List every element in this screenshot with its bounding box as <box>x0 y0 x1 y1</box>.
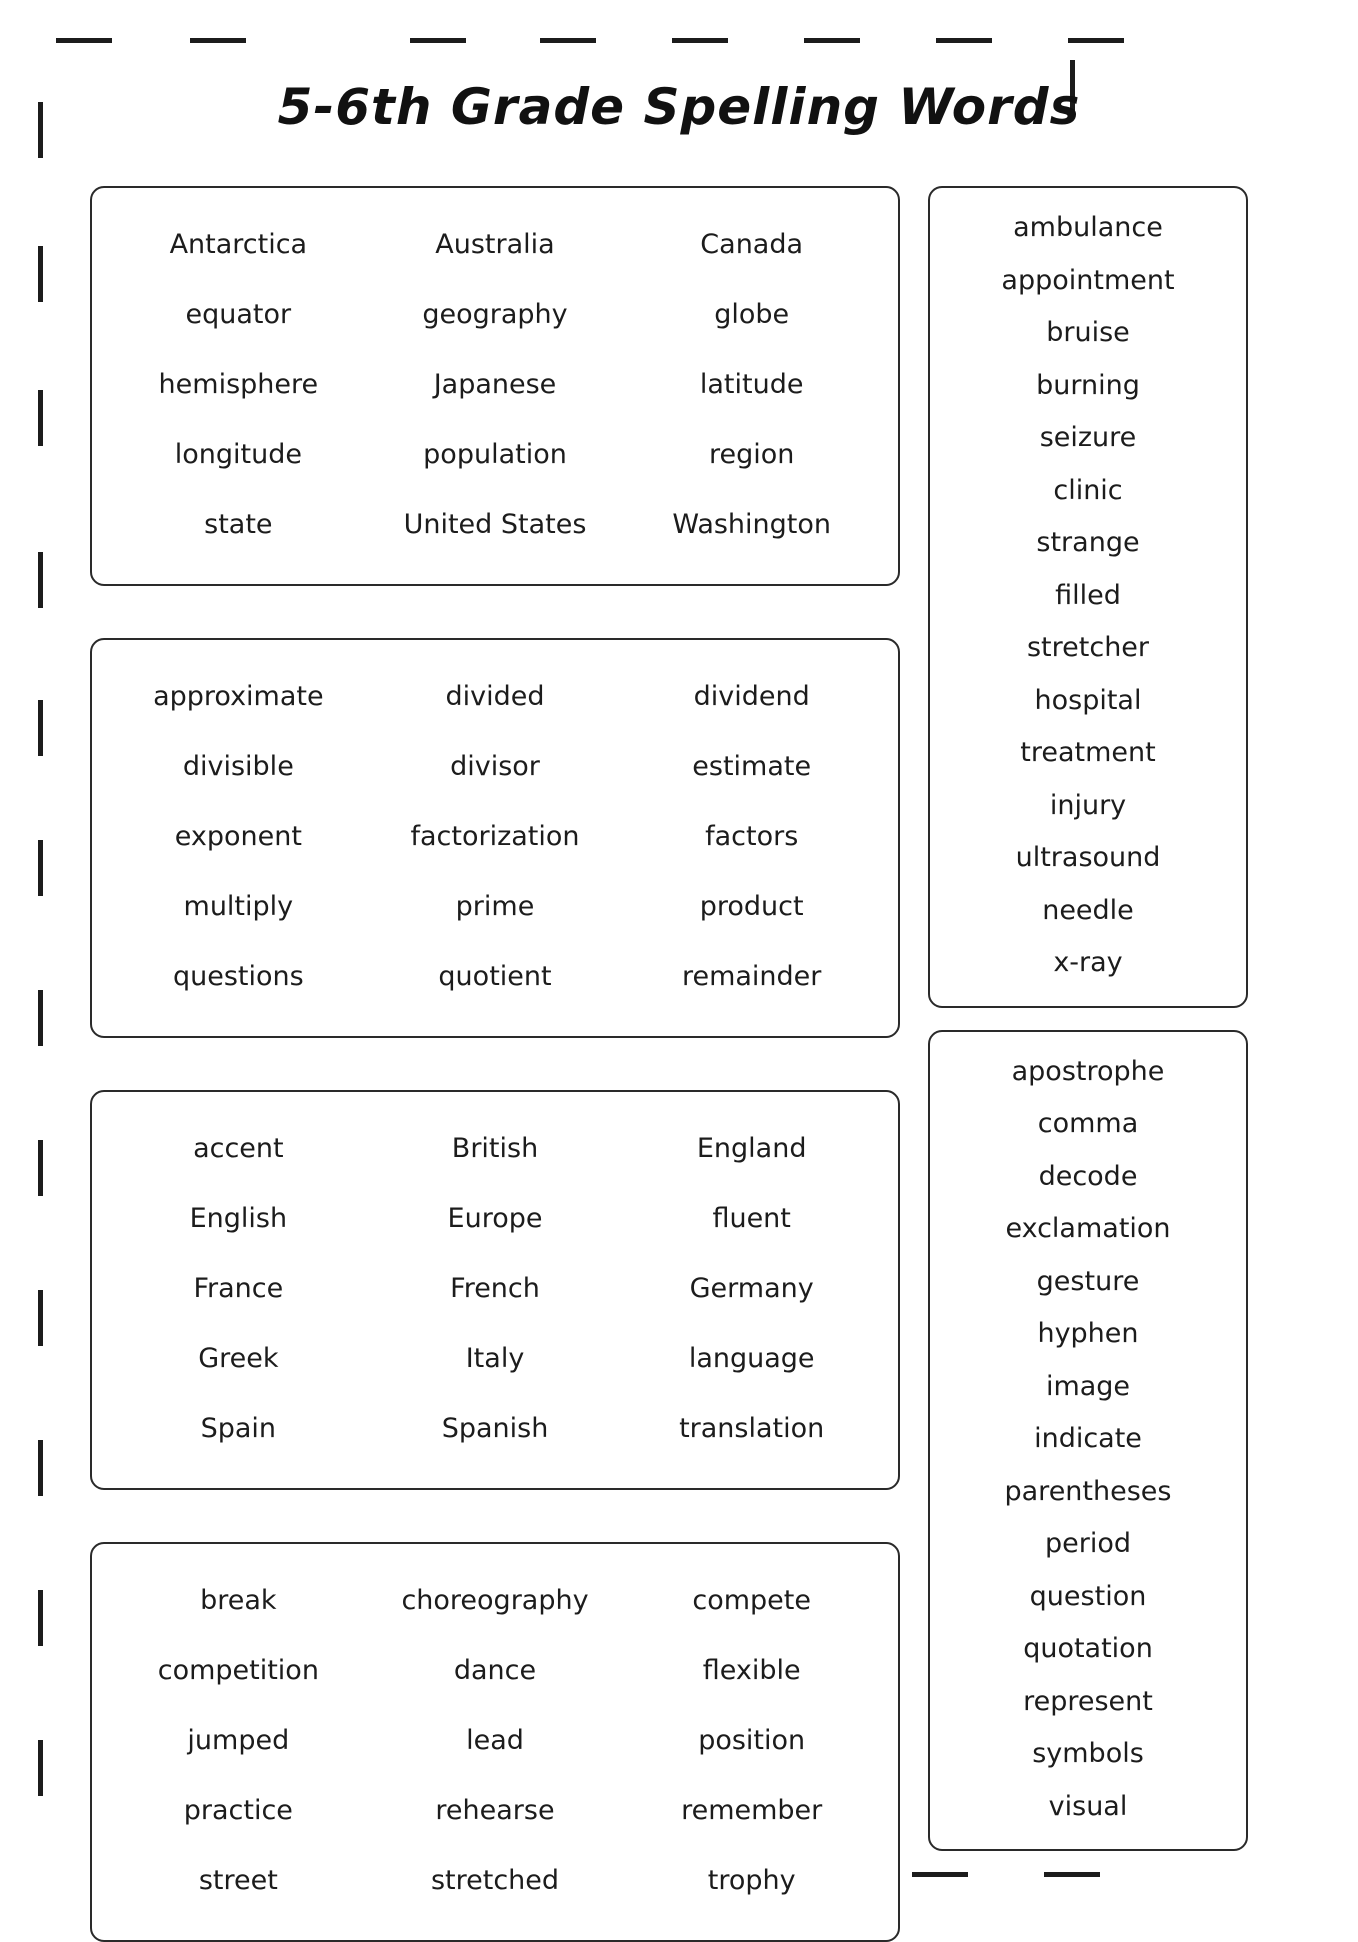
word-cell: break <box>200 1585 277 1616</box>
word-row <box>110 802 880 872</box>
word-cell: trophy <box>707 1865 796 1896</box>
word-cell: United States <box>403 509 587 540</box>
border-dash-left-5 <box>38 700 43 756</box>
word-item: needle <box>1042 894 1134 926</box>
border-dash-top-7 <box>936 38 992 43</box>
word-cell: approximate <box>153 681 324 712</box>
word-item: represent <box>1023 1685 1153 1717</box>
word-cell: Greek <box>198 1343 279 1374</box>
word-cell: geography <box>422 299 568 330</box>
word-cell: street <box>198 1865 278 1896</box>
word-row <box>110 1636 880 1706</box>
word-cell: divisor <box>450 751 540 782</box>
word-item: indicate <box>1034 1423 1142 1454</box>
word-row <box>110 872 880 942</box>
word-cell: Canada <box>700 229 804 260</box>
border-dash-left-4 <box>38 552 43 608</box>
word-cell: prime <box>455 891 535 922</box>
word-item: treatment <box>1020 737 1156 768</box>
geography-words-card <box>90 186 900 586</box>
word-cell: Spanish <box>441 1413 549 1444</box>
word-cell: stretched <box>430 1865 560 1896</box>
word-item: filled <box>1055 579 1121 611</box>
word-cell: position <box>698 1725 806 1756</box>
word-item: quotation <box>1023 1633 1153 1664</box>
word-cell: hemisphere <box>158 369 319 400</box>
word-cell: compete <box>692 1585 811 1616</box>
word-row <box>110 1776 880 1846</box>
word-cell: England <box>696 1133 807 1164</box>
word-row <box>110 1394 880 1464</box>
word-item: parentheses <box>1004 1475 1172 1507</box>
language-words-card <box>90 1090 900 1490</box>
word-row <box>110 1566 880 1636</box>
word-cell: British <box>451 1133 539 1164</box>
border-dash-left-3 <box>38 390 43 446</box>
border-dash-left-11 <box>38 1590 43 1646</box>
border-dash-left-9 <box>38 1290 43 1346</box>
word-cell: Antarctica <box>169 229 308 260</box>
word-cell: Italy <box>465 1343 525 1374</box>
word-item: apostrophe <box>1011 1055 1165 1087</box>
word-cell: competition <box>157 1655 319 1686</box>
word-cell: divided <box>445 681 545 712</box>
word-cell: Japanese <box>433 369 557 400</box>
word-row <box>110 1324 880 1394</box>
word-item: comma <box>1037 1108 1139 1139</box>
word-cell: practice <box>183 1795 293 1826</box>
word-item: gesture <box>1036 1265 1140 1297</box>
word-cell: latitude <box>699 369 804 400</box>
word-item: injury <box>1049 789 1127 821</box>
word-cell: choreography <box>401 1585 589 1616</box>
word-row <box>110 1114 880 1184</box>
word-row <box>110 490 880 560</box>
word-cell: globe <box>714 299 790 330</box>
border-dash-top-4 <box>540 38 596 43</box>
word-item: appointment <box>1001 264 1175 296</box>
left-column <box>90 186 900 1942</box>
border-dash-left-10 <box>38 1440 43 1496</box>
word-item: symbols <box>1032 1738 1144 1769</box>
word-cell: accent <box>193 1133 284 1164</box>
border-dash-left-8 <box>38 1140 43 1196</box>
word-cell: exponent <box>174 821 302 852</box>
word-item: exclamation <box>1005 1213 1171 1244</box>
word-cell: translation <box>679 1413 825 1444</box>
word-cell: Spain <box>200 1413 277 1444</box>
word-cell: region <box>708 439 795 470</box>
word-row <box>110 350 880 420</box>
word-item: x-ray <box>1053 947 1123 978</box>
border-dash-top-8 <box>1068 38 1124 43</box>
word-cell: Australia <box>435 229 555 260</box>
word-item: ambulance <box>1013 212 1163 243</box>
word-cell: fluent <box>712 1203 791 1234</box>
word-item: question <box>1029 1580 1147 1612</box>
word-cell: divisible <box>182 751 294 782</box>
word-item: image <box>1045 1370 1131 1402</box>
word-row <box>110 662 880 732</box>
word-cell: rehearse <box>435 1795 555 1826</box>
word-cell: factorization <box>410 821 580 852</box>
border-dash-left-6 <box>38 840 43 896</box>
right-column <box>928 186 1248 1851</box>
dance-words-card <box>90 1542 900 1942</box>
word-cell: quotient <box>438 961 552 992</box>
word-cell: remainder <box>681 961 822 992</box>
word-row <box>110 732 880 802</box>
word-cell: language <box>688 1343 815 1374</box>
word-item: hyphen <box>1037 1318 1139 1349</box>
word-row <box>110 1706 880 1776</box>
word-row <box>110 420 880 490</box>
word-item: seizure <box>1039 422 1137 453</box>
word-cell: state <box>204 509 273 540</box>
word-cell: Washington <box>672 509 832 540</box>
word-row <box>110 280 880 350</box>
word-item: stretcher <box>1026 632 1150 663</box>
border-dash-left-7 <box>38 990 43 1046</box>
word-item: visual <box>1048 1790 1128 1822</box>
word-item: ultrasound <box>1015 842 1161 873</box>
word-row <box>110 1184 880 1254</box>
word-item: period <box>1044 1528 1131 1559</box>
word-item: clinic <box>1053 474 1123 506</box>
word-cell: longitude <box>174 439 302 470</box>
word-cell: multiply <box>183 891 294 922</box>
border-dash-top-3 <box>410 38 466 43</box>
word-row <box>110 1846 880 1916</box>
word-cell: jumped <box>187 1725 290 1756</box>
word-cell: Europe <box>447 1203 543 1234</box>
border-dash-top-1 <box>56 38 112 43</box>
word-cell: equator <box>185 299 292 330</box>
border-dash-bottom-8 <box>1044 1872 1100 1877</box>
math-words-card <box>90 638 900 1038</box>
border-dash-top-6 <box>804 38 860 43</box>
word-cell: French <box>450 1273 540 1304</box>
word-row <box>110 1254 880 1324</box>
word-cell: product <box>699 891 804 922</box>
word-cell: population <box>423 439 567 470</box>
border-dash-left-2 <box>38 246 43 302</box>
page-title: 5-6th Grade Spelling Words <box>277 78 1081 136</box>
word-item: hospital <box>1034 684 1142 716</box>
word-cell: English <box>189 1203 288 1234</box>
border-dash-top-2 <box>190 38 246 43</box>
word-item: burning <box>1036 369 1140 401</box>
word-cell: dance <box>453 1655 537 1686</box>
word-item: bruise <box>1046 317 1130 348</box>
word-cell: flexible <box>702 1655 801 1686</box>
word-cell: France <box>193 1273 284 1304</box>
word-row <box>110 210 880 280</box>
border-dash-left-12 <box>38 1740 43 1796</box>
word-cell: remember <box>681 1795 823 1826</box>
word-row <box>110 942 880 1012</box>
word-cell: lead <box>466 1725 524 1756</box>
border-dash-bottom-7 <box>912 1872 968 1877</box>
medical-words-card <box>928 186 1248 1008</box>
word-cell: estimate <box>692 751 812 782</box>
word-cell: dividend <box>693 681 810 712</box>
word-cell: Germany <box>689 1273 814 1304</box>
word-cell: questions <box>172 961 304 992</box>
punctuation-words-card <box>928 1030 1248 1852</box>
word-item: decode <box>1038 1160 1138 1192</box>
word-cell: factors <box>705 821 799 852</box>
border-dash-top-5 <box>672 38 728 43</box>
word-item: strange <box>1036 527 1140 558</box>
